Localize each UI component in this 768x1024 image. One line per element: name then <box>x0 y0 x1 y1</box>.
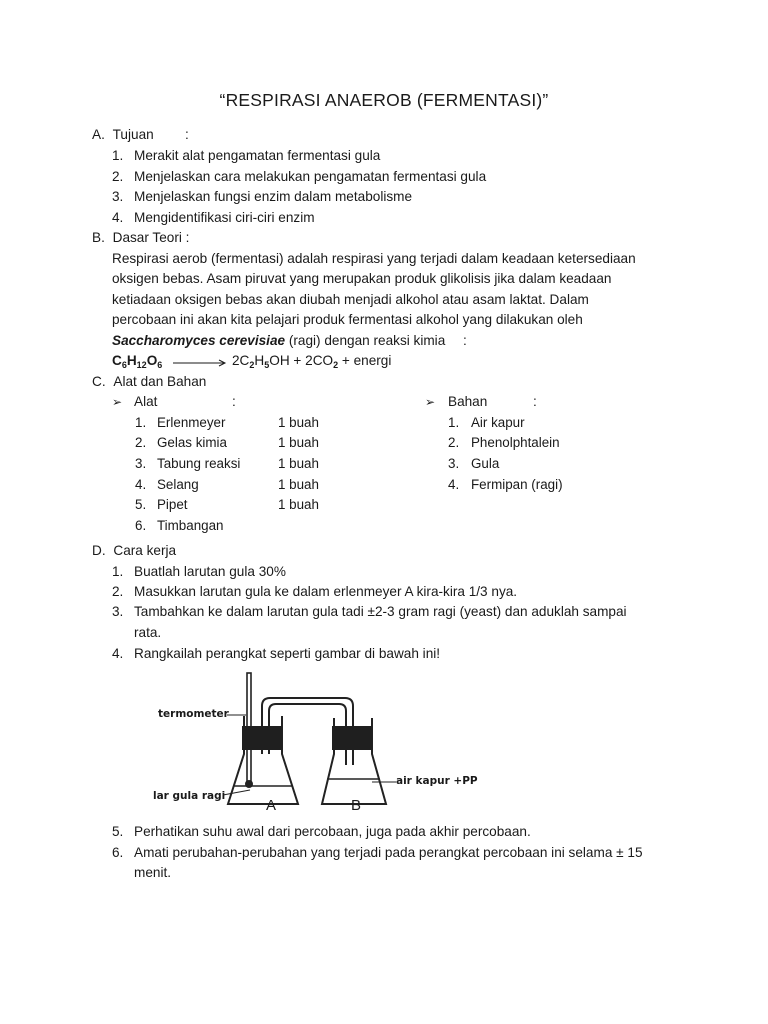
arrow-bullet-icon: ➢ <box>425 395 436 409</box>
paragraph-line: ketiadaan oksigen bebas akan diubah menjadi alkohol atau asam laktat. Dalam <box>112 292 589 307</box>
list-number: 1. <box>112 148 124 163</box>
item-qty: 1 buah <box>278 435 319 450</box>
step-continuation: menit. <box>134 865 172 880</box>
alat-label: Alat <box>134 394 158 409</box>
list-number: 2. <box>112 169 124 184</box>
list-text: Menjelaskan fungsi enzim dalam metabolisme <box>134 189 413 204</box>
list-number: 4. <box>135 477 147 492</box>
list-number: 4. <box>448 477 460 492</box>
colon: : <box>533 394 537 409</box>
item-name: Gula <box>471 456 500 471</box>
lar-gula-pointer <box>223 790 250 795</box>
reaction-arrow-icon <box>173 358 229 368</box>
list-number: 1. <box>448 415 460 430</box>
paragraph-line: oksigen bebas. Asam piruvat yang merupakan produk glikolisis jika dalam keadaan <box>112 271 612 286</box>
section-d-heading <box>92 543 176 558</box>
list-number: 2. <box>448 435 460 450</box>
list-number: 6. <box>135 518 147 533</box>
list-number: 4. <box>112 210 124 225</box>
eq-text: O <box>146 353 158 368</box>
item-qty: 1 buah <box>278 415 319 430</box>
list-number: 5. <box>112 824 124 839</box>
list-number: 1. <box>112 564 124 579</box>
eq-subscript: 6 <box>157 360 163 370</box>
reaction-reactant <box>112 353 162 370</box>
alat-heading <box>112 394 236 409</box>
eq-subscript: 6 <box>121 360 127 370</box>
list-number: 5. <box>135 497 147 512</box>
eq-subscript: 2 <box>333 360 339 370</box>
item-qty: 1 buah <box>278 456 319 471</box>
step-text: Masukkan larutan gula ke dalam erlenmeyer A kira-kira 1/3 nya. <box>134 584 518 599</box>
list-number: 3. <box>135 456 147 471</box>
eq-subscript: 2 <box>249 360 255 370</box>
reaction-products <box>232 353 391 370</box>
list-text: Menjelaskan cara melakukan pengamatan fermentasi gula <box>134 169 487 184</box>
bahan-label: Bahan <box>448 394 488 409</box>
colon: : <box>232 394 236 409</box>
item-name: Phenolphtalein <box>471 435 560 450</box>
eq-text: C <box>112 353 122 368</box>
label-flask-a: A <box>266 797 277 814</box>
item-name: Selang <box>157 477 199 492</box>
section-marker: A. <box>92 127 105 142</box>
item-name: Air kapur <box>471 415 525 430</box>
step-continuation: rata. <box>134 625 162 640</box>
section-marker: B. <box>92 230 105 245</box>
list-number: 2. <box>135 435 147 450</box>
label-air-kapur: air kapur +PP <box>396 775 478 787</box>
section-marker: D. <box>92 543 106 558</box>
eq-text: OH + 2CO <box>269 353 334 368</box>
arrow-bullet-icon: ➢ <box>112 395 123 409</box>
section-title: Tujuan <box>112 127 154 142</box>
list-text: Merakit alat pengamatan fermentasi gula <box>134 148 381 163</box>
eq-text: + energi <box>338 353 392 368</box>
list-number: 4. <box>112 646 124 661</box>
eq-text: H <box>254 353 265 368</box>
paragraph-line: Respirasi aerob (fermentasi) adalah respirasi yang terjadi dalam keadaan ketersediaan <box>112 251 636 266</box>
item-name: Gelas kimia <box>157 435 227 450</box>
flask-a-stopper <box>242 726 282 750</box>
step-text: Tambahkan ke dalam larutan gula tadi ±2-3 gram ragi (yeast) dan aduklah sampai <box>134 604 627 619</box>
list-number: 3. <box>112 189 124 204</box>
section-c-heading <box>92 374 206 389</box>
paragraph-line: percobaan ini akan kita pelajari produk fermentasi alkohol yang dilakukan oleh <box>112 312 583 327</box>
label-termometer: termometer <box>158 708 229 720</box>
section-title: Cara kerja <box>113 543 177 558</box>
eq-text: 2C <box>232 353 250 368</box>
item-name: Tabung reaksi <box>157 456 241 471</box>
list-text: Mengidentifikasi ciri-ciri enzim <box>134 210 315 225</box>
eq-subscript: 5 <box>264 360 270 370</box>
step-text: Perhatikan suhu awal dari percobaan, juga pada akhir percobaan. <box>134 824 531 839</box>
step-text: Amati perubahan-perubahan yang terjadi pada perangkat percobaan ini selama ± 15 <box>134 845 643 860</box>
item-name: Erlenmeyer <box>157 415 226 430</box>
step-text: Rangkailah perangkat seperti gambar di bawah ini! <box>134 646 441 661</box>
item-name: Pipet <box>157 497 188 512</box>
item-qty: 1 buah <box>278 477 319 492</box>
eq-text: H <box>126 353 137 368</box>
step-text: Buatlah larutan gula 30% <box>134 564 286 579</box>
colon: : <box>185 127 189 142</box>
colon: : <box>463 333 467 348</box>
flask-a <box>228 716 298 804</box>
item-name: Timbangan <box>157 518 224 533</box>
label-lar-gula: lar gula ragi <box>153 790 226 802</box>
section-b-heading <box>92 230 189 245</box>
label-flask-b: B <box>351 797 362 814</box>
bahan-heading <box>425 394 537 409</box>
species-name: Saccharomyces cerevisiae <box>112 333 286 348</box>
list-number: 3. <box>448 456 460 471</box>
section-marker: C. <box>92 374 106 389</box>
section-a-heading <box>92 127 189 142</box>
flask-b-stopper <box>332 726 372 750</box>
section-title: Alat dan Bahan <box>113 374 207 389</box>
list-number: 2. <box>112 584 124 599</box>
eq-subscript: 12 <box>136 360 147 370</box>
section-title: Dasar Teori : <box>112 230 190 245</box>
list-number: 3. <box>112 604 124 619</box>
item-name: Fermipan (ragi) <box>471 477 563 492</box>
item-qty: 1 buah <box>278 497 319 512</box>
paragraph-line <box>112 333 467 348</box>
page-title: “RESPIRASI ANAEROB (FERMENTASI)” <box>219 90 549 110</box>
list-number: 1. <box>135 415 147 430</box>
species-rest: (ragi) dengan reaksi kimia <box>288 333 446 348</box>
list-number: 6. <box>112 845 124 860</box>
